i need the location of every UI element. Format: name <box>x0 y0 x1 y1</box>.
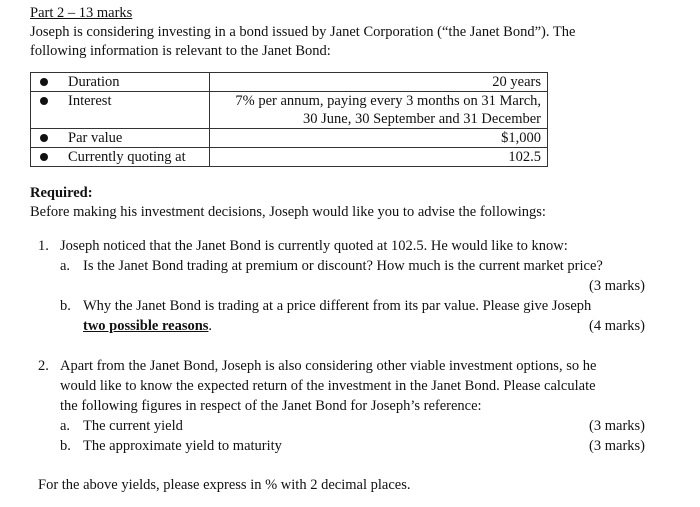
q2b-text: The approximate yield to maturity <box>83 438 282 454</box>
q1b-letter: b. <box>60 298 71 314</box>
intro-line-1: Joseph is considering investing in a bond issued by Janet Corporation (“the Janet Bond”). The <box>30 24 576 40</box>
q1a-letter: a. <box>60 258 71 274</box>
bullet-icon <box>40 153 48 161</box>
table-row-duration <box>31 73 548 92</box>
intro-line-2: following information is relevant to the Janet Bond: <box>30 43 331 59</box>
row-value: $1,000 <box>501 130 541 146</box>
q1-text: Joseph noticed that the Janet Bond is currently quoted at 102.5. He would like to know: <box>60 238 568 254</box>
q2-number: 2. <box>38 358 49 374</box>
bullet-icon <box>40 134 48 142</box>
part-title: Part 2 – 13 marks <box>30 5 133 21</box>
q2b-letter: b. <box>60 438 71 454</box>
required-heading: Required: <box>30 185 93 201</box>
bullet-icon <box>40 78 48 86</box>
q2-line-2: would like to know the expected return of the investment in the Janet Bond. Please calculate <box>60 378 596 394</box>
q2a-marks: (3 marks) <box>589 418 645 434</box>
row-value: 102.5 <box>508 149 541 165</box>
q2-line-1: Apart from the Janet Bond, Joseph is also considering other viable investment options, so he <box>60 358 597 374</box>
row-value: 20 years <box>492 74 541 90</box>
q1a-marks: (3 marks) <box>589 278 645 294</box>
required-intro: Before making his investment decisions, Joseph would like you to advise the followings: <box>30 204 546 220</box>
footer-note: For the above yields, please express in % with 2 decimal places. <box>38 477 411 493</box>
row-value-line-1: 7% per annum, paying every 3 months on 31 March, <box>235 93 541 109</box>
table-row-interest <box>31 92 548 129</box>
q2b-marks: (3 marks) <box>589 438 645 454</box>
bond-info-table <box>30 72 548 167</box>
q1-number: 1. <box>38 238 49 254</box>
row-label: Interest <box>68 93 112 109</box>
q2-line-3: the following figures in respect of the Janet Bond for Joseph’s reference: <box>60 398 482 414</box>
row-label: Currently quoting at <box>68 149 186 165</box>
q1b-emphasis: two possible reasons <box>83 318 209 334</box>
row-value-line-2: 30 June, 30 September and 31 December <box>303 111 541 127</box>
q1a-text: Is the Janet Bond trading at premium or discount? How much is the current market price? <box>83 258 603 274</box>
q1b-line-2 <box>83 317 212 336</box>
table-row-par-value <box>31 129 548 148</box>
q1b-marks: (4 marks) <box>589 318 645 334</box>
row-label: Duration <box>68 74 120 90</box>
q1b-line-1: Why the Janet Bond is trading at a price different from its par value. Please give Joseph <box>83 298 592 314</box>
row-label: Par value <box>68 130 123 146</box>
q2a-letter: a. <box>60 418 71 434</box>
table-row-quote <box>31 148 548 167</box>
bullet-icon <box>40 97 48 105</box>
q2a-text: The current yield <box>83 418 183 434</box>
q1b-line-2-end: . <box>208 318 213 334</box>
